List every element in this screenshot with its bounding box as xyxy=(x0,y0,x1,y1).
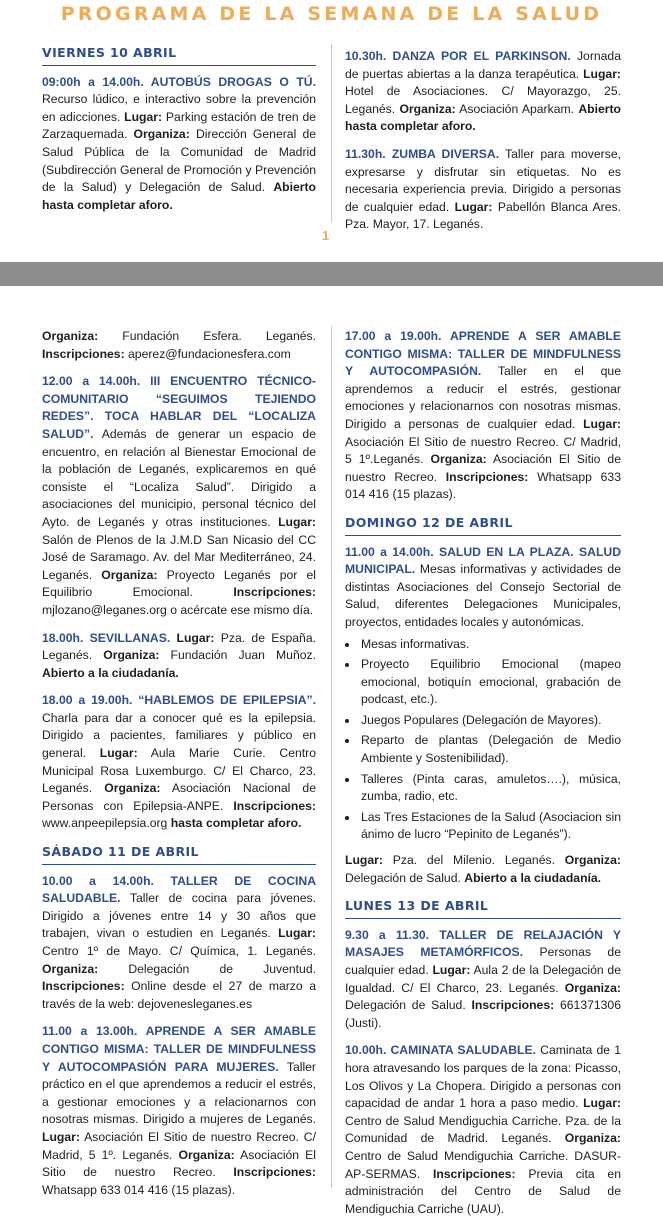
event-text: Taller para moverse, expresarse y disfrutar sin etiquetas. No es necesaria experiencia previa. Dirigido a personas de cualquier edad. xyxy=(345,146,621,214)
value-organiza: Asociación El Sitio de nuestro Recreo. xyxy=(42,1147,316,1180)
value-inscripciones: Whatsapp 633 014 416 (15 plazas). xyxy=(42,1182,236,1197)
value-inscripciones: mjlozano@leganes.org o acércate ese mismo día. xyxy=(42,602,314,617)
event-zumba xyxy=(345,146,621,234)
value-organiza: Fundación Juan Muñoz. xyxy=(159,648,316,663)
value-lugar: Asociación El Sitio de nuestro Recreo. C/ Madrid, 5 1º.Leganés. xyxy=(345,434,621,467)
event-danza xyxy=(345,48,621,136)
event-title: 11.00 a 14.00h. SALUD EN LA PLAZA. SALUD MUNICIPAL. xyxy=(345,544,621,577)
right-column-bottom xyxy=(345,328,621,1228)
label-lugar: Lugar: xyxy=(583,416,621,431)
event-esfera xyxy=(42,328,316,363)
note-ciudadania: Abierto a la ciudadanía. xyxy=(464,870,602,885)
event-cocina xyxy=(42,873,316,1014)
event-relajacion xyxy=(345,927,621,1033)
label-lugar: Lugar: xyxy=(583,1096,621,1111)
label-inscripciones: Inscripciones: xyxy=(233,798,316,813)
list-item: • Juegos Populares (Delegación de Mayores). xyxy=(359,712,621,730)
value-organiza: Delegación de Juventud. xyxy=(98,961,316,976)
value-lugar: Centro 1º de Mayo. C/ Química, 1. Leganés. xyxy=(42,944,316,958)
value-lugar: Pza. del Milenio. Leganés. xyxy=(382,853,565,868)
label-lugar: Lugar: xyxy=(42,1129,80,1144)
value-lugar: Hotel de Asociaciones. C/ Mayorazgo, 25. Leganés. xyxy=(345,84,621,116)
event-encuentro xyxy=(42,373,316,619)
label-organiza: Organiza: xyxy=(42,961,99,976)
event-salud-plaza-details xyxy=(345,852,621,887)
value-organiza: Dirección General de Salud Pública de la Comunidad de Madrid (Subdirección General de Promoción y Prevención de la Salud) y Delegación de Salud. xyxy=(42,127,317,195)
event-title: 11.30h. ZUMBA DIVERSA. xyxy=(345,146,500,161)
event-title: 17.00 a 19.00h. APRENDE A SER AMABLE CONTIGO MISMA: TALLER DE MINDFULNESS Y AUTOCOMPASIÓN. xyxy=(345,329,621,379)
event-text: Recurso lúdico, e interactivo sobre la prevención en adicciones. xyxy=(42,92,316,124)
label-lugar: Lugar: xyxy=(278,926,316,941)
list-item: • Proyecto Equilibrio Emocional (mapeo emocional, botiquín emocional, grabación de podcast, etc.). xyxy=(359,656,621,709)
event-mindfulness xyxy=(345,328,621,504)
label-inscripciones: Inscripciones: xyxy=(233,1165,316,1180)
label-organiza: Organiza: xyxy=(103,648,160,663)
day-heading-friday: VIERNES 10 ABRIL xyxy=(42,44,316,66)
event-epilepsia xyxy=(42,692,316,833)
friday-column-top-right xyxy=(345,48,621,244)
event-title: 10.00h. CAMINATA SALUDABLE. xyxy=(345,1043,536,1058)
note-aforo: Abierto hasta completar aforo. xyxy=(42,180,316,212)
label-organiza: Organiza: xyxy=(430,452,487,467)
label-organiza: Organiza: xyxy=(564,980,621,995)
label-inscripciones: Inscripciones: xyxy=(432,1166,516,1181)
value-lugar: Pabellón Blanca Ares. Pza. Mayor, 17. Leganés. xyxy=(345,199,621,232)
activity-list xyxy=(345,636,621,845)
event-text: Taller en el que aprendemos a reducir el estrés, gestionar emociones y relacionarnos con nosotras mismas. Dirigido a personas de cualquier edad. xyxy=(345,364,621,431)
column-divider xyxy=(331,326,332,1188)
event-text: Caminata de 1 hora atravesando los parques de la zona: Picasso, Los Olivos y La Chopera. Dirigido a personas con capacidad de andar 1 hora a paso medio. xyxy=(345,1043,622,1111)
label-organiza: Organiza: xyxy=(399,101,456,116)
label-organiza: Organiza: xyxy=(178,1147,235,1162)
page-number: 1 xyxy=(322,228,330,243)
event-caminata xyxy=(345,1042,621,1218)
event-title: 09:00h a 14.00h. AUTOBÚS DROGAS O TÚ. xyxy=(42,74,316,89)
page-separator-band xyxy=(0,262,663,286)
label-inscripciones: Inscripciones: xyxy=(233,585,316,600)
event-text: Personas de cualquier edad. xyxy=(345,945,621,977)
value-lugar: Aula 2 de la Delegación de Igualdad. C/ El Charco, 23. Leganés. xyxy=(345,963,621,995)
value-lugar: Parking estación de tren de Zarzaquemada. xyxy=(42,109,316,142)
label-organiza: Organiza: xyxy=(104,781,161,796)
label-organiza: Organiza: xyxy=(42,329,99,343)
label-inscripciones: Inscripciones: xyxy=(445,469,529,484)
event-title: 11.00 a 13.00h. APRENDE A SER AMABLE CONTIGO MISMA: TALLER DE MINDFULNESS Y AUTOCOMPASIÓN PARA MUJERES. xyxy=(42,1024,316,1074)
event-text: Además de generar un espacio de encuentro, en relación al Bienestar Emocional de la población de Leganés, explicaremos en qué consiste el “Localiza Salud”. Dirigido a asociaciones del municipio, personal técnico del Ayto. de Leganés y otras instituciones. xyxy=(42,426,316,529)
list-item: • Mesas informativas. xyxy=(359,636,621,654)
left-column-bottom xyxy=(42,328,316,1209)
day-heading-monday: LUNES 13 DE ABRIL xyxy=(345,897,621,919)
value-organiza: Delegación de Salud. xyxy=(345,998,472,1013)
event-salud-plaza xyxy=(345,544,621,632)
value-inscripciones: 661371306 (Justi). xyxy=(345,998,621,1030)
event-title: 10.00 a 14.00h. TALLER DE COCINA SALUDABLE. xyxy=(42,873,316,906)
value-organiza: Asociación Aparkam. xyxy=(455,101,579,116)
event-sevillanas xyxy=(42,630,316,683)
event-text: Taller de cocina para jóvenes. Dirigido a jóvenes entre 14 y 30 años que trabajen, vivan o estudien en Leganés. xyxy=(42,891,316,941)
note-ciudadania: Abierto a la ciudadanía. xyxy=(42,665,179,680)
value-organiza: Delegación de Salud. xyxy=(345,870,465,885)
event-text: Taller práctico en el que aprendemos a reducir el estrés, a gestionar emociones y a relacionarnos con nosotras mismas. Dirigido a mujeres de Leganés. xyxy=(42,1059,316,1127)
list-item: • Las Tres Estaciones de la Salud (Asociacion sin ánimo de lucro “Pepinito de Leganés”). xyxy=(359,809,621,844)
page-title: PROGRAMA DE LA SEMANA DE LA SALUD xyxy=(60,3,603,25)
value-organiza: Asociación Nacional de Personas con Epilepsia-ANPE. xyxy=(42,781,316,813)
event-text: Mesas informativas y actividades de distintas Asociaciones del Consejo Sectorial de Salud, diferentes Delegaciones Municipales, proyectos, entidades locales y autonómicas. xyxy=(345,562,621,629)
label-lugar: Lugar: xyxy=(170,630,215,645)
label-organiza: Organiza: xyxy=(564,1131,621,1146)
value-inscripciones: aperez@fundacionesfera.com xyxy=(124,346,291,361)
list-item: • Reparto de plantas (Delegación de Medio Ambiente y Sostenibilidad). xyxy=(359,732,621,767)
value-organiza: Asociación El Sitio de nuestro Recreo. xyxy=(345,452,621,484)
value-organiza: Centro de Salud Mendiguchia Carriche. DASUR-AP-SERMAS. xyxy=(345,1148,621,1181)
label-inscripciones: Inscripciones: xyxy=(42,979,125,994)
friday-column-top xyxy=(42,44,316,224)
value-lugar: Asociación El Sitio de nuestro Recreo. C/ Madrid, 5 1º. Leganés. xyxy=(42,1129,316,1162)
value-organiza: Proyecto Leganés por el Equilibrio Emocional. xyxy=(42,567,316,600)
day-heading-saturday: SÁBADO 11 DE ABRIL xyxy=(42,843,316,865)
label-organiza: Organiza: xyxy=(133,127,190,142)
list-item: • Talleres (Pinta caras, amuletos….), música, zumba, radio, etc. xyxy=(359,771,621,806)
label-lugar: Lugar: xyxy=(345,853,383,868)
value-lugar: Centro de Salud Mendiguchia Carriche. Pza. de la Comunidad de Madrid. Leganés. xyxy=(345,1113,621,1146)
label-lugar: Lugar: xyxy=(454,199,493,214)
label-inscripciones: Inscripciones: xyxy=(471,998,555,1013)
label-organiza: Organiza: xyxy=(564,853,621,868)
event-title: 12.00 a 14.00h. III ENCUENTRO TÉCNICO-COMUNITARIO “SEGUIMOS TEJIENDO REDES”. TOCA HABLAR DEL “LOCALIZA SALUD”. xyxy=(42,374,316,441)
event-title: 10.30h. DANZA POR EL PARKINSON. xyxy=(345,49,571,63)
day-heading-sunday: DOMINGO 12 DE ABRIL xyxy=(345,514,621,536)
event-text: Jornada de puertas abiertas a la danza terapéutica. xyxy=(345,49,621,81)
label-lugar: Lugar: xyxy=(99,746,138,761)
value-inscripciones: Whatsapp 633 014 416 (15 plazas). xyxy=(345,469,621,502)
label-organiza: Organiza: xyxy=(101,567,158,582)
value-inscripciones: Previa cita en administración del Centro de Salud de Mendiguchia Carriche (UAU). xyxy=(345,1166,621,1216)
column-divider xyxy=(331,44,332,222)
event-title: 9.30 a 11.30. TALLER DE RELAJACIÓN Y MASAJES METAMÓRFICOS. xyxy=(345,927,621,960)
value-inscripciones: www.anpeepilepsia.org xyxy=(42,816,171,831)
label-lugar: Lugar: xyxy=(278,514,316,529)
value-lugar: Salón de Plenos de la J.M.D San Nicasio del CC José de Saramago. Av. del Mar Mediterráneo, 24. Leganés. xyxy=(42,532,316,582)
value-inscripciones: Online desde el 27 de marzo a través de la web: dejovenesleganes.es xyxy=(42,979,316,1011)
value-lugar: Aula Marie Curie. Centro Municipal Rosa Luxemburgo. C/ El Charco, 23. Leganés. xyxy=(42,746,316,796)
label-lugar: Lugar: xyxy=(432,963,471,977)
value-lugar: Pza. de España. Leganés. xyxy=(42,630,316,663)
label-lugar: Lugar: xyxy=(583,66,621,81)
value-organiza: Fundación Esfera. Leganés. xyxy=(98,329,316,343)
event-title: 18.00 a 19.00h. “HABLEMOS DE EPILEPSIA”. xyxy=(42,693,316,708)
note-aforo: hasta completar aforo. xyxy=(170,816,302,831)
event-title: 18.00h. SEVILLANAS. xyxy=(42,630,171,645)
note-aforo: Abierto hasta completar aforo. xyxy=(345,101,621,134)
label-inscripciones: Inscripciones: xyxy=(42,346,125,361)
event-text: Charla para dar a conocer qué es la epilepsia. Dirigido a pacientes, familiares y público en general. xyxy=(42,710,316,761)
event-mindfulness-mujeres xyxy=(42,1023,316,1199)
event-autobus xyxy=(42,74,316,215)
label-lugar: Lugar: xyxy=(124,109,163,124)
